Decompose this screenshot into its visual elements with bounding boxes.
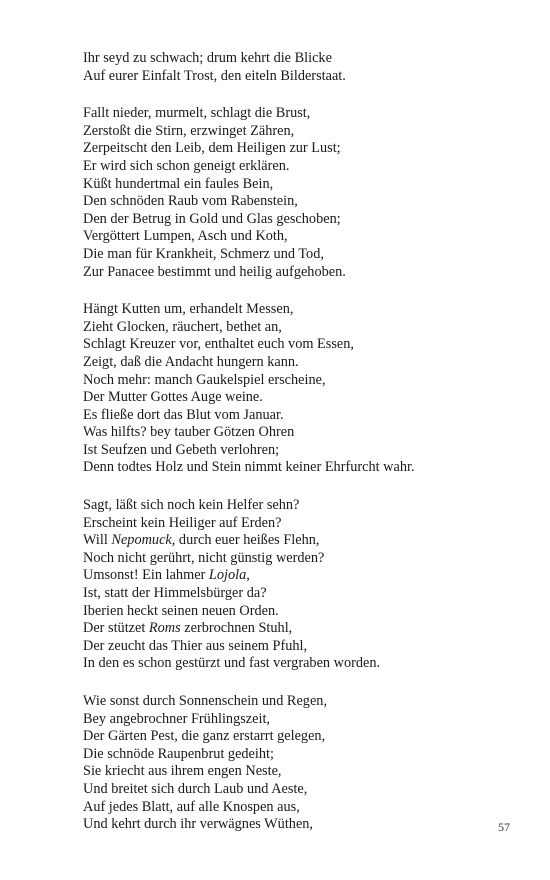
poem-line: Iberien heckt seinen neuen Orden.: [83, 602, 279, 619]
poem-line: Vergöttert Lumpen, Asch und Koth,: [83, 228, 288, 245]
poem-line: Es fließe dort das Blut vom Januar.: [83, 406, 284, 423]
poem-line: Küßt hundertmal ein faules Bein,: [83, 175, 274, 192]
poem-line: Er wird sich schon geneigt erklären.: [83, 157, 290, 174]
poem-line: Ist, statt der Himmelsbürger da?: [83, 585, 267, 602]
poem-line: Ist Seufzen und Gebeth verlohren;: [83, 441, 280, 458]
poem-line: Auf eurer Einfalt Trost, den eiteln Bilderstaat.: [83, 67, 346, 84]
poem-line: Fallt nieder, murmelt, schlagt die Brust,: [83, 105, 311, 122]
poem-line: Noch nicht gerührt, nicht günstig werden?: [83, 549, 325, 566]
poem-line: Zeigt, daß die Andacht hungern kann.: [83, 353, 299, 370]
poem-line: Erscheint kein Heiliger auf Erden?: [83, 514, 282, 531]
poem-text: [83, 50, 523, 854]
poem-line: Zur Panacee bestimmt und heilig aufgehoben.: [83, 263, 346, 280]
poem-line: Zieht Glocken, räuchert, bethet an,: [83, 318, 282, 335]
poem-line: [83, 620, 523, 638]
poem-line: Der Gärten Pest, die ganz erstarrt gelegen,: [83, 728, 326, 745]
poem-line: [83, 532, 523, 550]
line-segment: zerbrochnen Stuhl,: [180, 620, 293, 637]
stanza: [83, 693, 523, 834]
poem-line: Den der Betrug in Gold und Glas geschoben;: [83, 210, 341, 227]
poem-line: Wie sonst durch Sonnenschein und Regen,: [83, 693, 328, 709]
poem-line: Noch mehr: manch Gaukelspiel erscheine,: [83, 371, 326, 388]
poem-line: Die man für Krankheit, Schmerz und Tod,: [83, 245, 324, 262]
stanza: [83, 301, 523, 477]
stanza: [83, 105, 523, 281]
italic-name: Lojola,: [208, 567, 250, 584]
poem-line: Sie kriecht aus ihrem engen Neste,: [83, 763, 282, 780]
italic-name: Nepomuck,: [111, 532, 176, 549]
poem-line: Die schnöde Raupenbrut gedeiht;: [83, 745, 274, 762]
poem-line: Und breitet sich durch Laub und Aeste,: [83, 780, 308, 797]
line-segment: durch euer heißes Flehn,: [175, 532, 320, 549]
poem-line: In den es schon gestürzt und fast vergraben worden.: [83, 655, 381, 672]
poem-line: Und kehrt durch ihr verwägnes Wüthen,: [83, 816, 314, 833]
poem-line: Ihr seyd zu schwach; drum kehrt die Blicke: [83, 50, 332, 66]
page-number: 57: [498, 820, 510, 834]
poem-line: Denn todtes Holz und Stein nimmt keiner Ehrfurcht wahr.: [83, 459, 415, 476]
poem-line: Der zeucht das Thier aus seinem Pfuhl,: [83, 637, 308, 654]
poem-line: Bey angebrochner Frühlingszeit,: [83, 710, 270, 727]
poem-line: Sagt, läßt sich noch kein Helfer sehn?: [83, 497, 300, 514]
poem-line: Hängt Kutten um, erhandelt Messen,: [83, 301, 294, 318]
line-segment: Will: [83, 532, 112, 549]
line-segment: Umsonst! Ein lahmer: [83, 567, 209, 584]
stanza: [83, 50, 523, 85]
poem-line: Zerpeitscht den Leib, dem Heiligen zur Lust;: [83, 140, 341, 157]
poem-line: Schlagt Kreuzer vor, enthaltet euch vom Essen,: [83, 336, 354, 353]
poem-line: Den schnöden Raub vom Rabenstein,: [83, 193, 298, 210]
stanza: [83, 497, 523, 673]
poem-line: Was hilfts? bey tauber Götzen Ohren: [83, 424, 295, 441]
poem-line: Der Mutter Gottes Auge weine.: [83, 389, 263, 406]
italic-name: Roms: [148, 620, 181, 637]
poem-line: Zerstoßt die Stirn, erzwinget Zähren,: [83, 122, 295, 139]
line-segment: Der stützet: [83, 620, 149, 637]
poem-line: [83, 567, 523, 585]
poem-line: Auf jedes Blatt, auf alle Knospen aus,: [83, 798, 300, 815]
